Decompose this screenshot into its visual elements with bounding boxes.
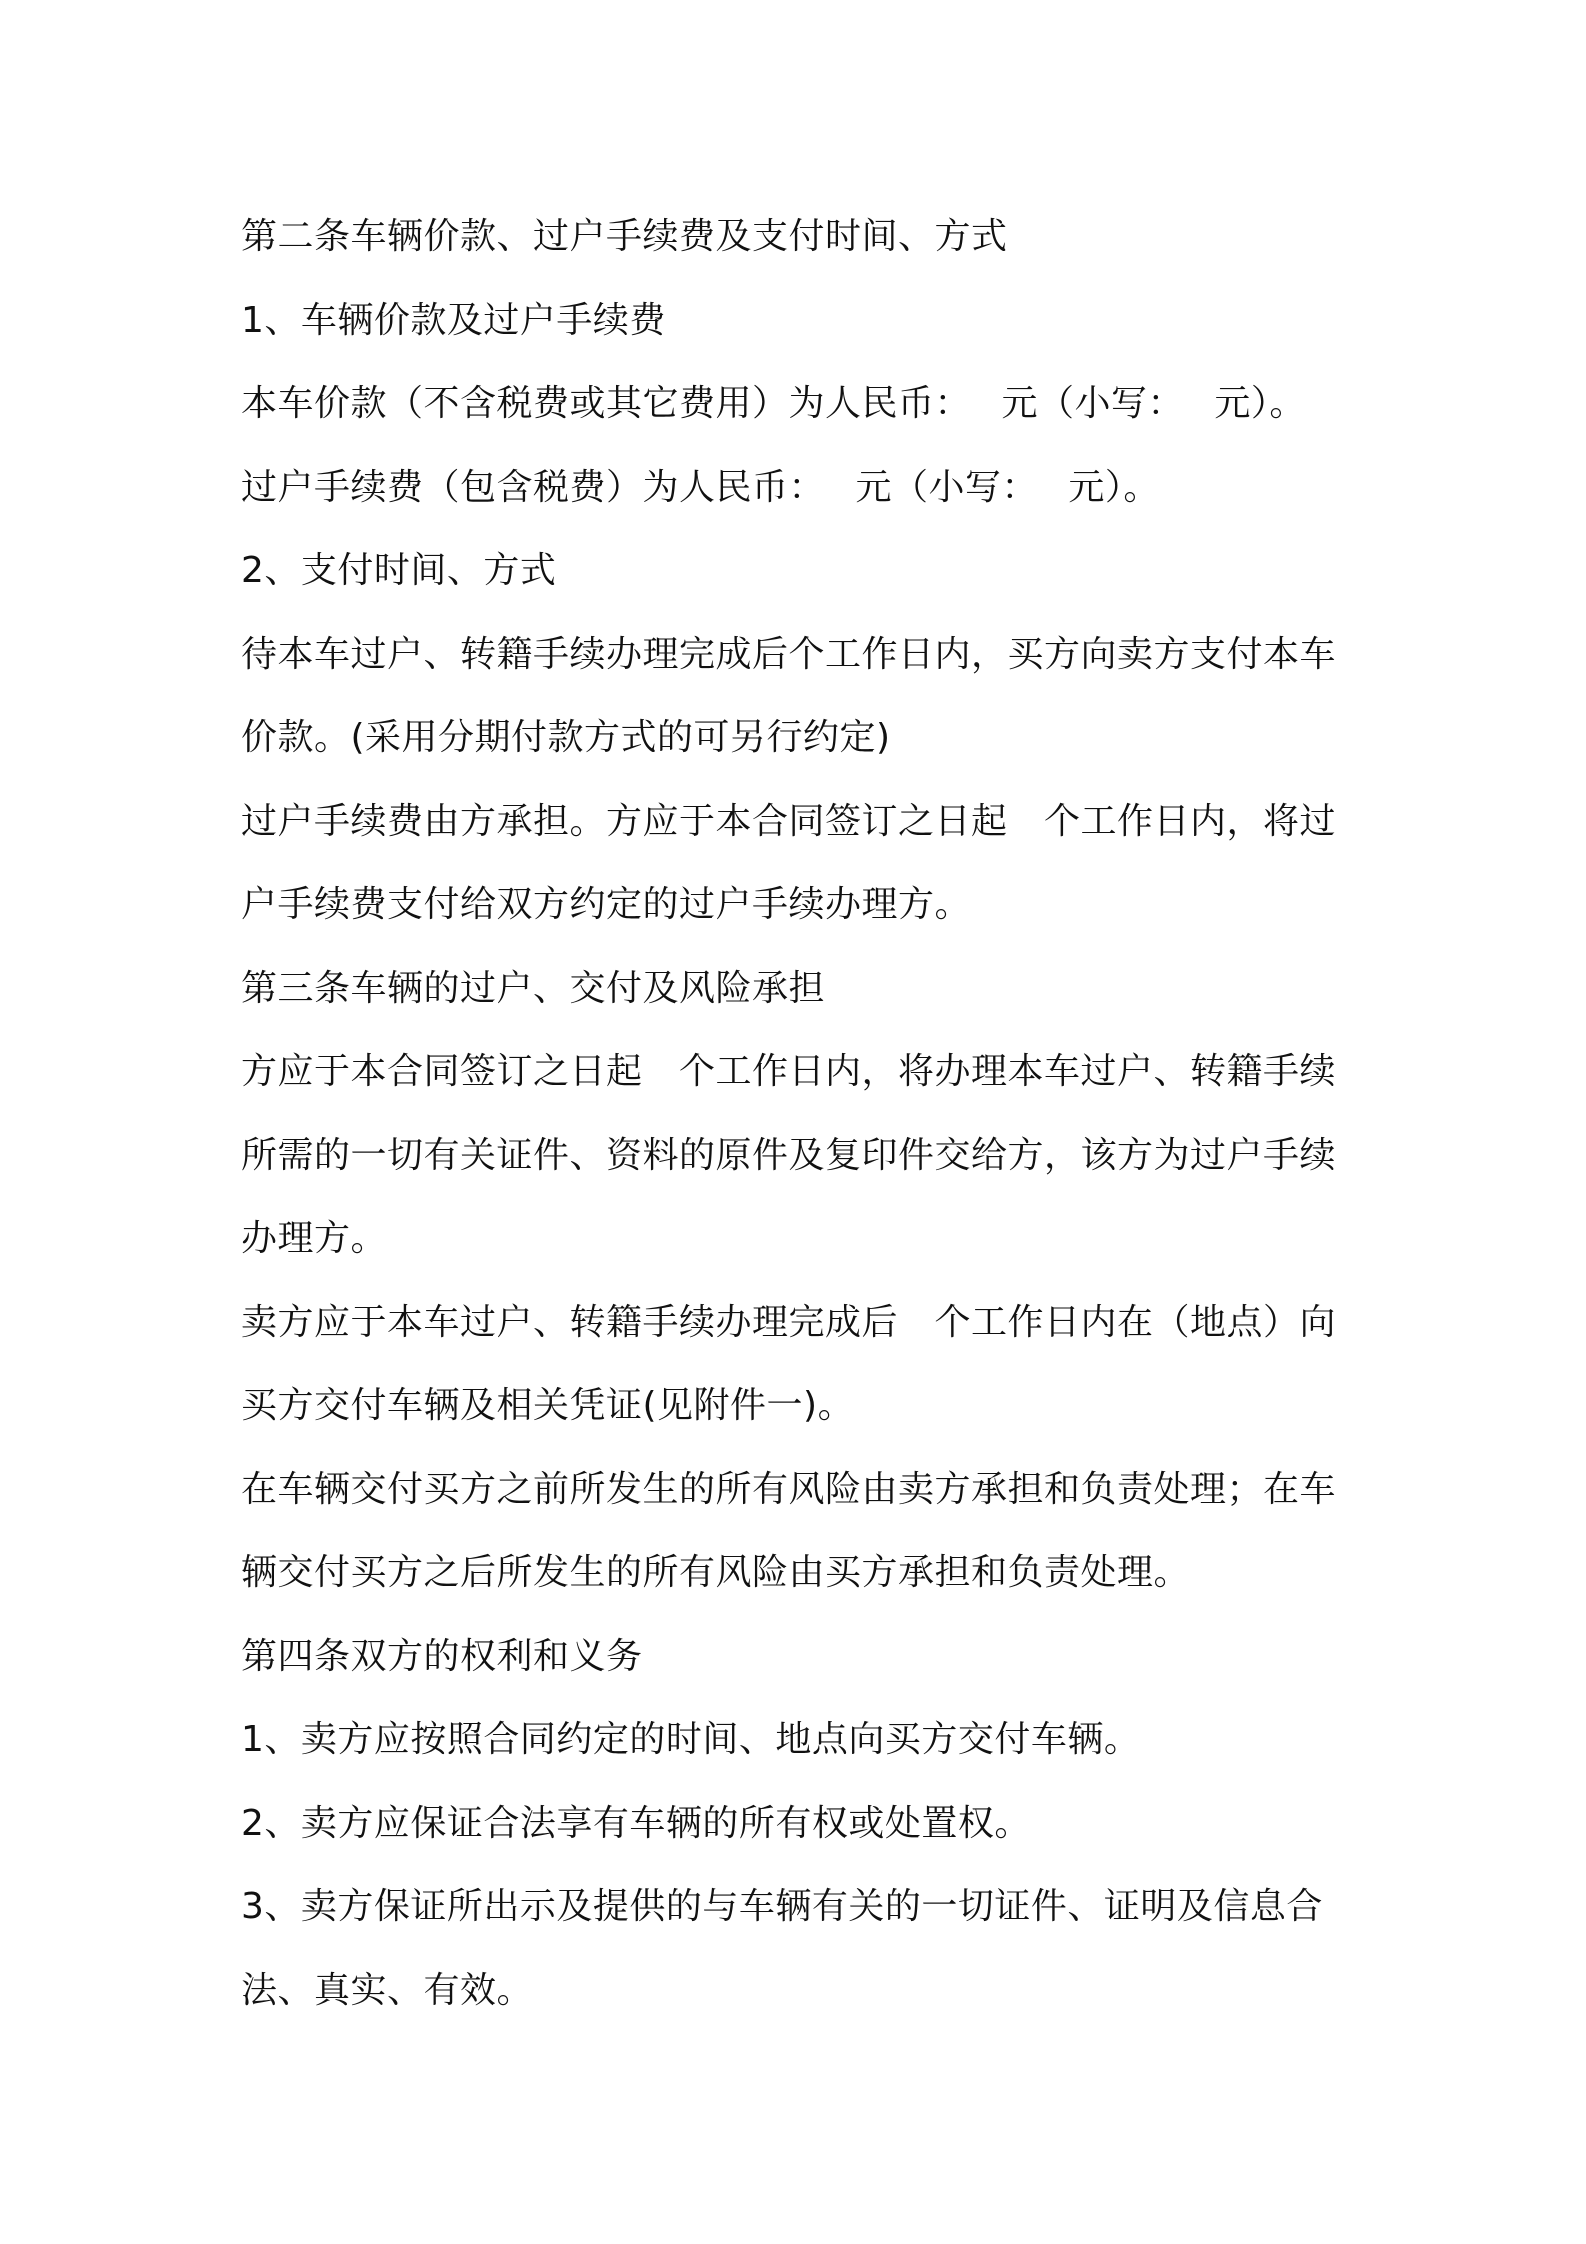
- paragraph-line: 过户手续费（包含税费）为人民币： 元（小写： 元）。: [241, 466, 1160, 508]
- paragraph-line: 买方交付车辆及相关凭证(见附件一)。: [241, 1385, 855, 1426]
- paragraph-line: 本车价款（不含税费或其它费用）为人民币： 元（小写： 元）。: [241, 383, 1306, 424]
- section-heading-price-fees: 1、车辆价款及过户手续费: [241, 299, 666, 341]
- paragraph-line: 卖方应于本车过户、转籍手续办理完成后 个工作日内在（地点）向: [241, 1301, 1337, 1343]
- paragraph-line: 办理方。: [241, 1218, 388, 1259]
- list-item: 3、卖方保证所出示及提供的与车辆有关的一切证件、证明及信息合: [241, 1886, 1323, 1927]
- paragraph-line: 待本车过户、转籍手续办理完成后个工作日内，买方向卖方支付本车: [241, 633, 1337, 675]
- paragraph-line: 户手续费支付给双方约定的过户手续办理方。: [241, 884, 972, 925]
- paragraph-line: 辆交付买方之后所发生的所有风险由买方承担和负责处理。: [241, 1552, 1191, 1593]
- paragraph-line: 法、真实、有效。: [241, 1969, 534, 2011]
- paragraph-line: 在车辆交付买方之前所发生的所有风险由卖方承担和负责处理；在车: [241, 1468, 1337, 1510]
- contract-body: [241, 195, 1371, 2032]
- paragraph-line: 价款。(采用分期付款方式的可另行约定): [241, 717, 891, 758]
- section-heading-payment: 2、支付时间、方式: [241, 550, 557, 591]
- article-3-heading: 第三条车辆的过户、交付及风险承担: [241, 967, 826, 1009]
- paragraph-line: 过户手续费由方承担。方应于本合同签订之日起 个工作日内，将过: [241, 800, 1337, 842]
- paragraph-line: 方应于本合同签订之日起 个工作日内，将办理本车过户、转籍手续: [241, 1051, 1337, 1092]
- article-2-heading: 第二条车辆价款、过户手续费及支付时间、方式: [241, 216, 1008, 257]
- list-item: 2、卖方应保证合法享有车辆的所有权或处置权。: [241, 1802, 1031, 1844]
- article-4-heading: 第四条双方的权利和义务: [241, 1635, 643, 1677]
- list-item: 1、卖方应按照合同约定的时间、地点向买方交付车辆。: [241, 1719, 1141, 1760]
- paragraph-line: 所需的一切有关证件、资料的原件及复印件交给方，该方为过户手续: [241, 1134, 1337, 1176]
